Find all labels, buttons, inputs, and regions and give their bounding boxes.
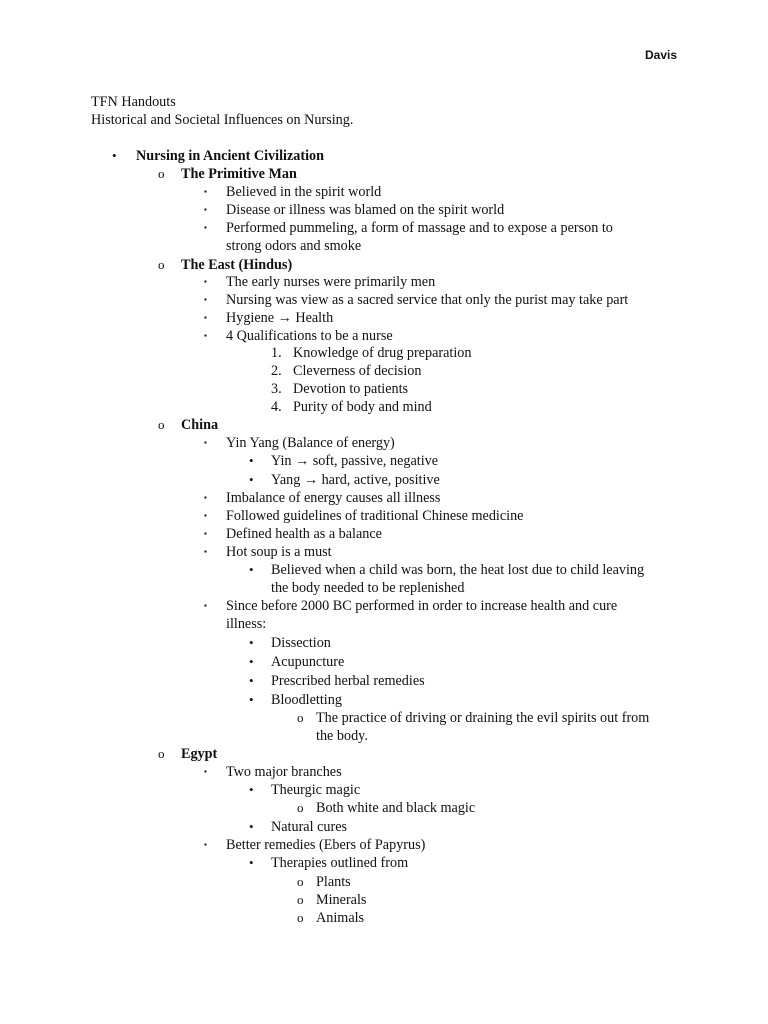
section-heading: The Primitive Man [181,166,297,182]
list-marker: ▪ [204,438,207,447]
list-marker: • [249,562,254,577]
list-item: Yin Yang (Balance of energy) [226,435,395,451]
list-item: Minerals [316,892,367,908]
section-heading: Nursing in Ancient Civilization [136,148,325,164]
list-item: Knowledge of drug preparation [293,345,472,361]
document-title: TFN Handouts [91,94,176,110]
list-marker: ▪ [204,511,207,520]
list-item: Animals [316,910,365,926]
list-item: Yin → soft, passive, negative [271,453,439,469]
list-marker: 1. [271,345,282,361]
list-marker: ▪ [204,547,207,556]
list-item: Cleverness of decision [293,363,422,379]
list-marker: ▪ [204,493,207,502]
list-item: Better remedies (Ebers of Papyrus) [226,837,426,853]
list-marker: ▪ [204,205,207,214]
list-marker: ▪ [204,295,207,304]
list-marker: • [249,654,254,669]
list-marker: • [249,673,254,688]
list-marker: o [158,746,165,761]
list-item: Disease or illness was blamed on the spirit world [226,202,505,218]
list-marker: o [158,166,165,181]
list-marker: • [249,635,254,650]
section-heading: China [181,417,219,433]
list-item: Believed when a child was born, the heat lost due to child leaving [271,562,645,578]
list-item: Devotion to patients [293,381,409,397]
section-heading: Egypt [181,746,218,762]
list-marker: ▪ [204,840,207,849]
list-item: Therapies outlined from [271,855,409,871]
list-item: Yang → hard, active, positive [271,472,440,488]
list-marker: 3. [271,381,282,397]
list-marker: • [112,148,117,163]
list-item: Two major branches [226,764,342,780]
list-item: Nursing was view as a sacred service that only the purist may take part [226,292,629,308]
list-item: Imbalance of energy causes all illness [226,490,441,506]
list-item: Dissection [271,635,331,651]
list-item: the body needed to be replenished [271,580,465,596]
list-item: Performed pummeling, a form of massage and to expose a person to [226,220,613,236]
list-item: Believed in the spirit world [226,184,382,200]
list-item: Theurgic magic [271,782,361,798]
section-heading: The East (Hindus) [181,257,293,273]
list-item: Followed guidelines of traditional Chinese medicine [226,508,524,524]
header-author: Davis [645,48,678,62]
list-marker: ▪ [204,277,207,286]
list-item: Hot soup is a must [226,544,332,560]
list-marker: • [249,692,254,707]
list-marker: ▪ [204,601,207,610]
list-marker: ▪ [204,187,207,196]
list-marker: o [297,892,304,907]
list-item: Hygiene → Health [226,310,334,326]
list-marker: ▪ [204,331,207,340]
list-marker: o [297,800,304,815]
list-marker: o [297,710,304,725]
list-marker: • [249,782,254,797]
list-marker: ▪ [204,313,207,322]
list-item: The practice of driving or draining the evil spirits out from [316,710,650,726]
list-marker: o [297,874,304,889]
list-item: the body. [316,728,368,744]
list-marker: o [297,910,304,925]
list-item: The early nurses were primarily men [226,274,436,290]
list-marker: 4. [271,399,282,415]
list-item: Acupuncture [271,654,345,670]
list-item: Bloodletting [271,692,342,708]
list-marker: o [158,417,165,432]
list-item: illness: [226,616,267,632]
list-item: Natural cures [271,819,348,835]
list-marker: o [158,257,165,272]
list-item: strong odors and smoke [226,238,362,254]
list-item: Both white and black magic [316,800,476,816]
list-marker: 2. [271,363,282,379]
list-item: Plants [316,874,351,890]
list-marker: • [249,819,254,834]
list-item: Prescribed herbal remedies [271,673,425,689]
list-marker: ▪ [204,767,207,776]
list-marker: • [249,453,254,468]
list-marker: • [249,472,254,487]
list-marker: ▪ [204,223,207,232]
list-marker: • [249,855,254,870]
list-item: 4 Qualifications to be a nurse [226,328,393,344]
document-subtitle: Historical and Societal Influences on Nursing. [91,112,354,128]
list-item: Since before 2000 BC performed in order to increase health and cure [226,598,618,614]
list-marker: ▪ [204,529,207,538]
list-item: Purity of body and mind [293,399,432,415]
list-item: Defined health as a balance [226,526,382,542]
